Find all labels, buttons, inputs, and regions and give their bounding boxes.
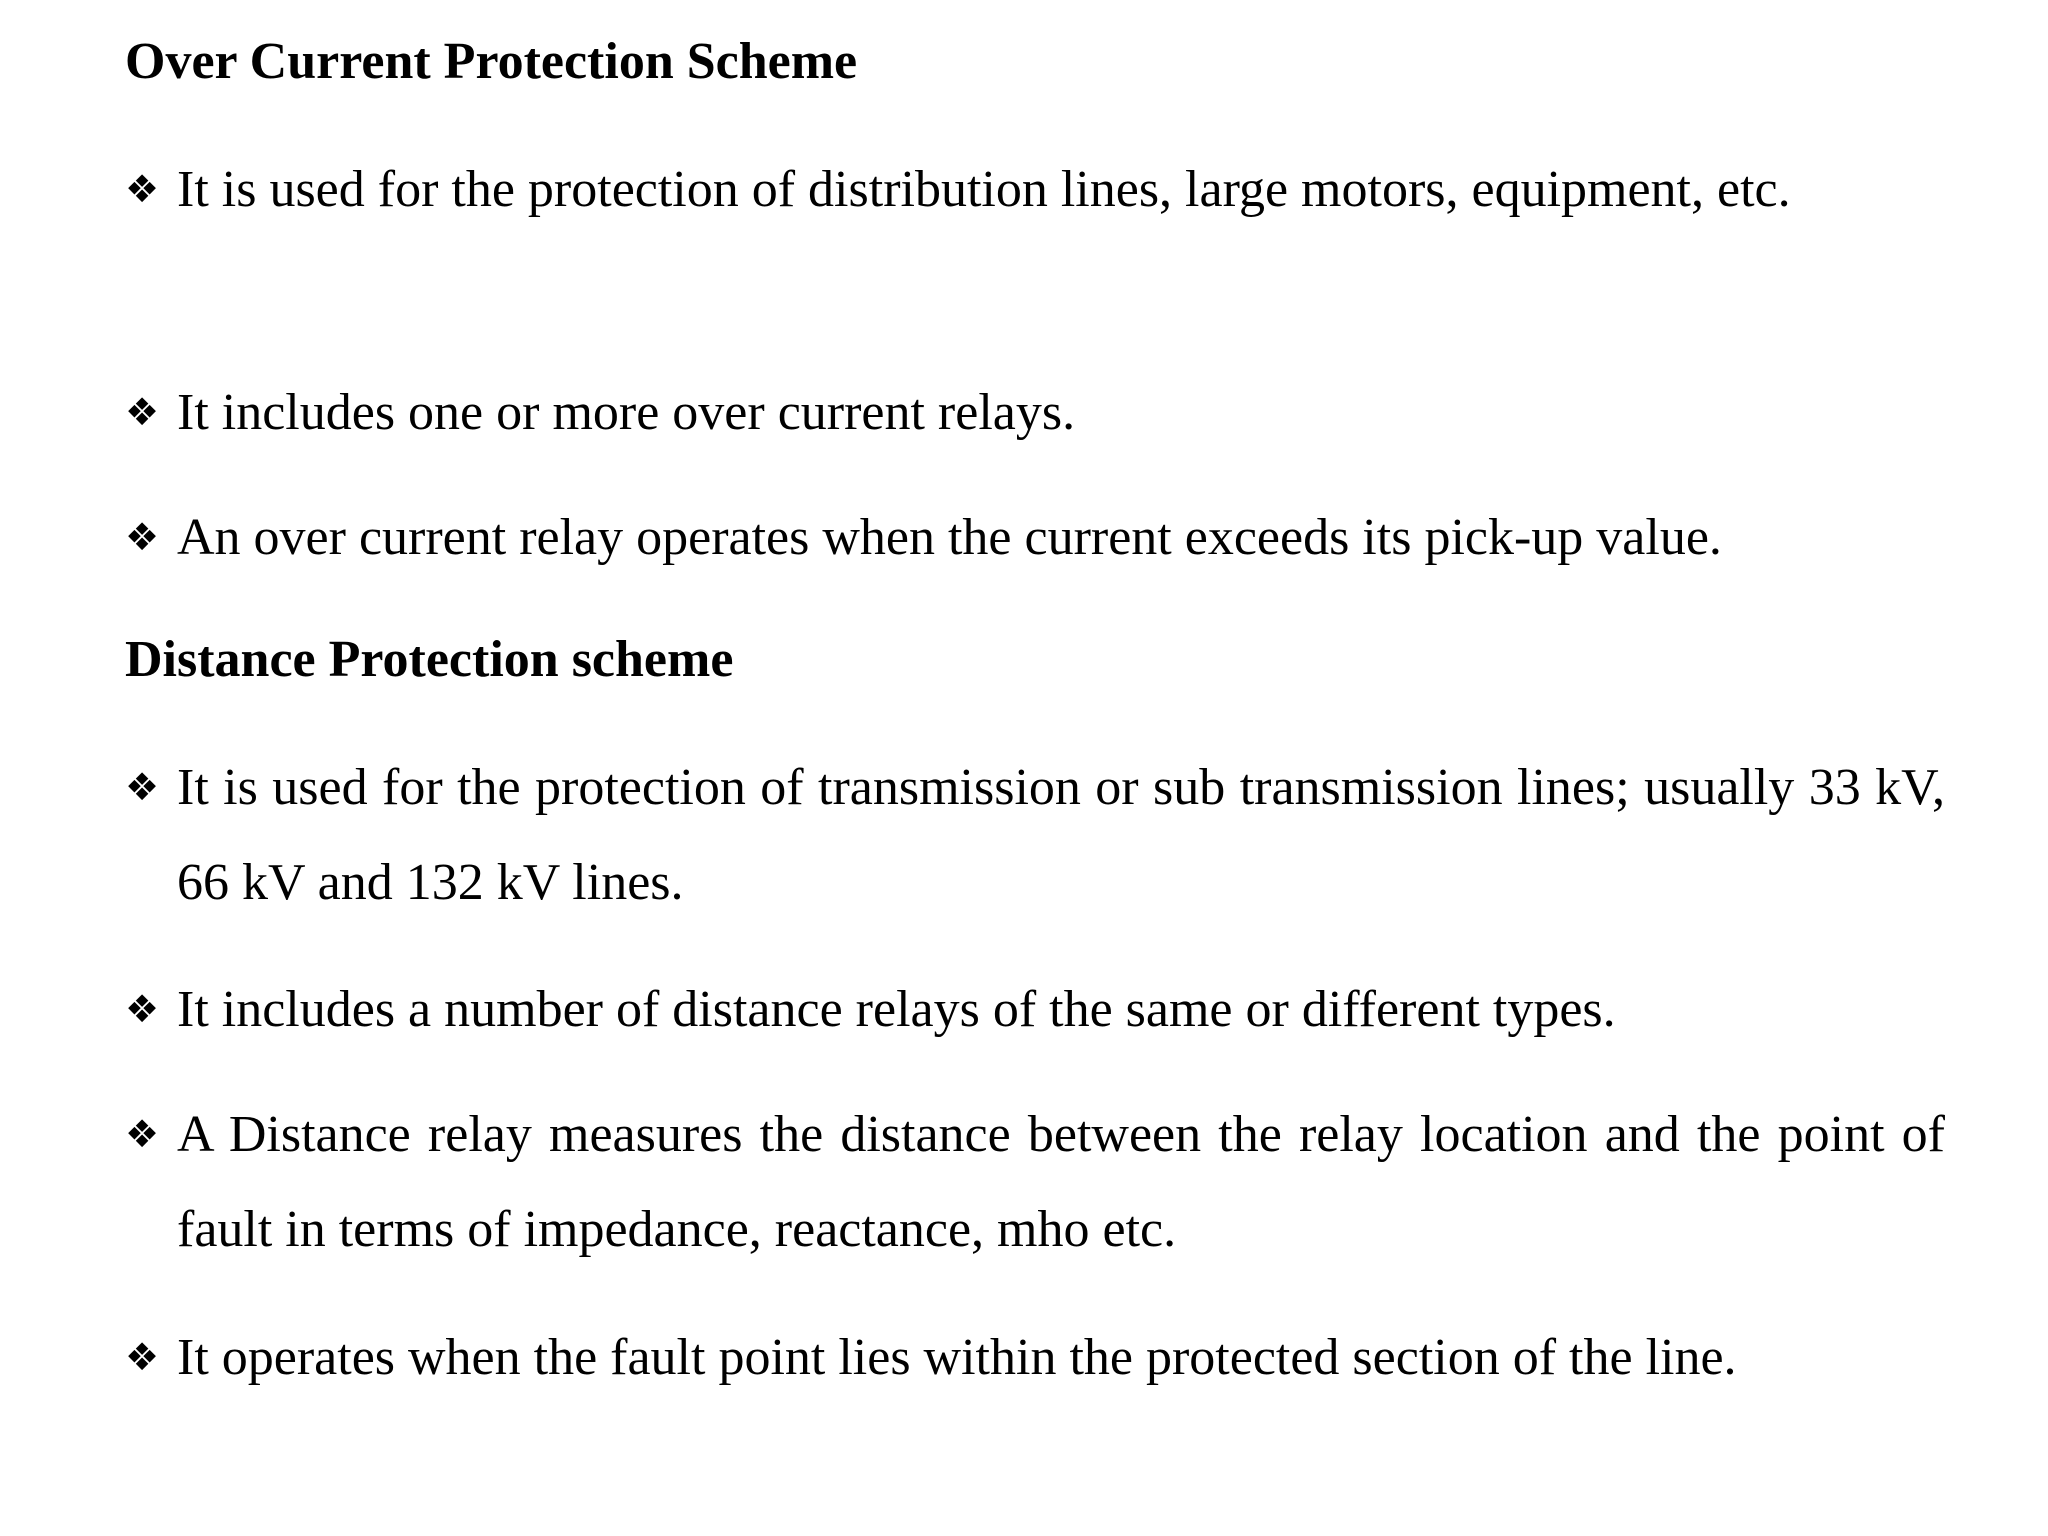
- bullet-item: [125, 740, 1945, 930]
- bullet-text: It operates when the fault point lies within the protected section of the line.: [177, 1329, 1737, 1386]
- diamond-ornament-icon: ❖: [125, 515, 160, 559]
- bullet-item: [125, 490, 1945, 585]
- diamond-ornament-icon: ❖: [125, 765, 160, 809]
- diamond-ornament-icon: ❖: [125, 987, 160, 1031]
- bullet-text: A Distance relay measures the distance between the relay location and the point of fault in terms of impedance, reactance, mho etc.: [177, 1106, 1945, 1258]
- bullet-text: It is used for the protection of transmission or sub transmission lines; usually 33 kV, 66 kV and 132 kV lines.: [177, 759, 1945, 911]
- diamond-ornament-icon: ❖: [125, 167, 160, 211]
- bullet-item: [125, 365, 1945, 460]
- bullet-text: It includes a number of distance relays of the same or different types.: [177, 981, 1616, 1038]
- bullet-item: [125, 962, 1945, 1057]
- section-heading-distance: Distance Protection scheme: [125, 631, 734, 688]
- bullet-item: [125, 142, 1945, 237]
- bullet-text: It includes one or more over current relays.: [177, 384, 1076, 441]
- bullet-text: It is used for the protection of distribution lines, large motors, equipment, etc.: [177, 161, 1791, 218]
- diamond-ornament-icon: ❖: [125, 1335, 160, 1379]
- bullet-text: An over current relay operates when the current exceeds its pick-up value.: [177, 509, 1722, 566]
- bullet-item: [125, 1087, 1945, 1277]
- section-heading-over-current: Over Current Protection Scheme: [125, 33, 858, 90]
- diamond-ornament-icon: ❖: [125, 1112, 160, 1156]
- diamond-ornament-icon: ❖: [125, 390, 160, 434]
- bullet-item: [125, 1310, 1945, 1405]
